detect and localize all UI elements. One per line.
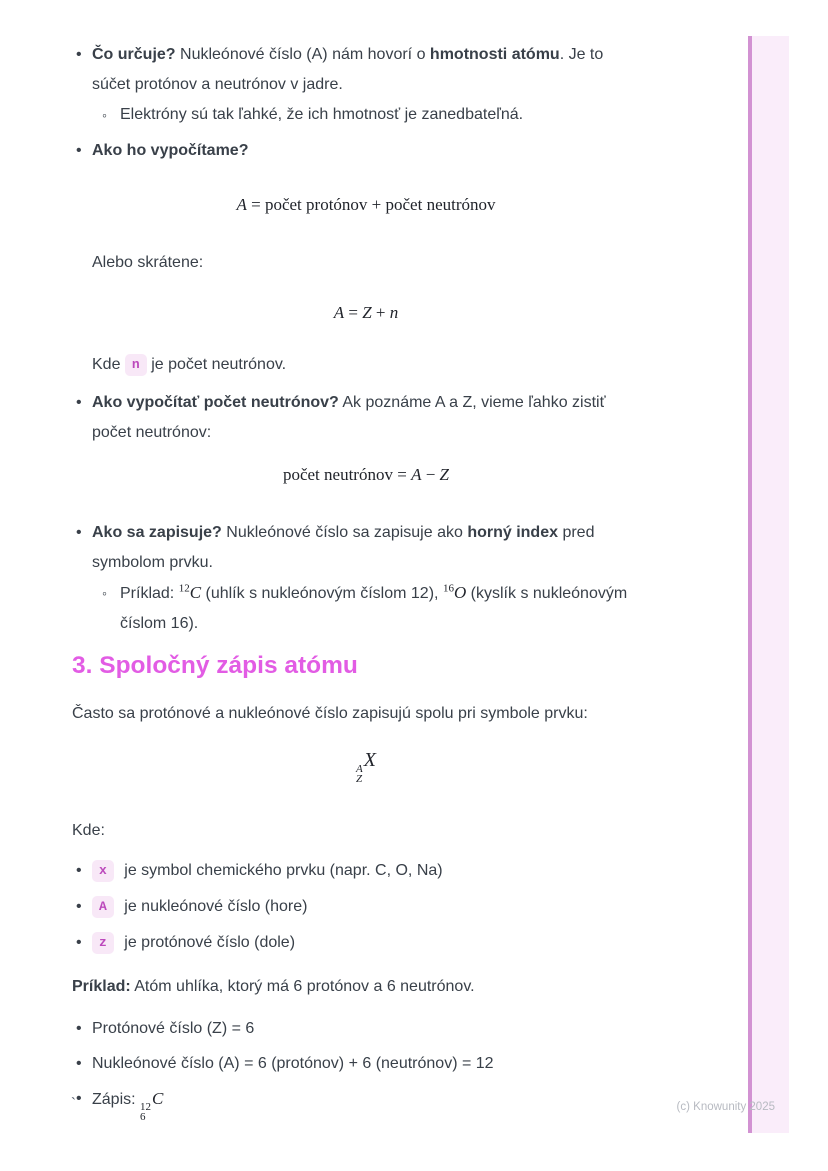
text-run: Kde xyxy=(92,356,121,373)
math-prescripts: A Z xyxy=(356,763,363,785)
sub-bullet-list xyxy=(100,100,644,130)
text-run: Nukleónové číslo (A) nám hovorí o xyxy=(180,46,426,63)
text-run: pred symbolom prvku. xyxy=(92,524,595,571)
text-run: je nukleónové číslo (hore) xyxy=(124,898,308,915)
isotope-notation-c12-6: 12 6 C xyxy=(140,1089,164,1123)
isotope-notation-o16: $^{16}$O xyxy=(442,582,467,602)
legend-item-z xyxy=(72,928,644,958)
symbol-legend-list xyxy=(72,856,756,958)
math-var: Z xyxy=(439,465,450,484)
bold-run: horný index xyxy=(467,524,558,541)
code-badge-x: x xyxy=(92,860,114,882)
list-subitem-priklad-izotopy xyxy=(100,578,644,639)
neutron-bullet-list xyxy=(72,388,756,448)
legend-item-x xyxy=(72,856,644,886)
formula-a-z-n xyxy=(92,300,640,326)
bold-run: Príklad: xyxy=(72,978,131,995)
bold-run: Čo určuje? xyxy=(92,46,176,63)
bold-run: Ako sa zapisuje? xyxy=(92,524,222,541)
list-item-co-urcuje xyxy=(72,40,644,130)
paragraph-kde-n xyxy=(92,350,756,380)
text-run: je počet neutrónov. xyxy=(151,356,287,373)
text-run: Zápis: xyxy=(92,1091,136,1108)
page-margin-highlight-bar xyxy=(748,36,789,1133)
paragraph-priklad xyxy=(72,972,756,1002)
text-run: Nukleónové číslo sa zapisuje ako xyxy=(226,524,463,541)
section-heading: 3. Spoločný zápis atómu xyxy=(72,652,358,679)
math-text: počet protónov + počet neutrónov xyxy=(264,195,496,214)
text-run: je protónové číslo (dole) xyxy=(124,934,296,951)
math-var: A xyxy=(411,465,422,484)
paragraph-alebo-skratene: Alebo skrátene: xyxy=(92,254,204,271)
math-text: počet neutrónov xyxy=(282,465,393,484)
example-bullet-list xyxy=(72,1014,756,1122)
list-item-zapis xyxy=(72,1084,644,1122)
list-item-nukleonove: • Nukleónové číslo (A) = 6 (protónov) + 6 (neutrónov) = 12 xyxy=(72,1049,644,1079)
formula-neutron-count xyxy=(92,462,640,488)
text-run: Príklad: xyxy=(120,585,175,602)
bold-run: hmotnosti atómu xyxy=(429,46,560,63)
text-run: (kyslík s nukleónovým číslom 16). xyxy=(120,585,628,632)
math-operator: = xyxy=(251,195,261,214)
math-element-symbol: X xyxy=(363,749,376,771)
text-run: Elektróny sú tak ľahké, že ich hmotnosť je zanedbateľná. xyxy=(120,106,524,123)
text-run: je symbol chemického prvku (napr. C, O, Na) xyxy=(124,862,443,879)
math-var: Z xyxy=(362,303,372,322)
math-var: A xyxy=(236,195,247,214)
bold-run: Ako vypočítať počet neutrónov? xyxy=(92,394,339,411)
list-item-ako-vypocitame xyxy=(72,136,644,166)
legend-item-a xyxy=(72,892,644,922)
formula-nucleon-number-full xyxy=(92,192,640,218)
paragraph-casto: Často sa protónové a nukleónové číslo zapisujú spolu pri symbole prvku: xyxy=(72,705,588,722)
text-run: . Je to súčet protónov a neutrónov v jadre. xyxy=(92,46,604,93)
math-operator: = xyxy=(397,465,407,484)
top-bullet-list xyxy=(72,40,756,166)
list-item-ako-sa-zapisuje xyxy=(72,518,644,639)
math-operator: = xyxy=(348,303,358,322)
math-operator: + xyxy=(375,303,386,322)
text-run: Ak poznáme A a Z, vieme ľahko zistiť počet neutrónov: xyxy=(92,394,606,441)
math-operator: − xyxy=(425,465,436,484)
list-subitem-elektrony xyxy=(100,100,644,130)
list-item-protonove: • Protónové číslo (Z) = 6 xyxy=(72,1014,644,1044)
isotope-notation-c12: $^{12}$C xyxy=(178,582,202,602)
math-var: n xyxy=(389,303,399,322)
code-badge-z: z xyxy=(92,932,114,954)
zapisuje-bullet-list xyxy=(72,518,756,639)
code-badge-n: n xyxy=(125,354,147,376)
math-prescripts: 12 6 xyxy=(140,1101,152,1123)
text-run: (uhlík s nukleónovým číslom 12), xyxy=(205,585,439,602)
sub-bullet-list xyxy=(100,578,644,639)
formula-azx-notation xyxy=(92,747,640,784)
paragraph-kde: Kde: xyxy=(72,822,105,839)
list-item-ako-vypocitat-neutrony xyxy=(72,388,644,448)
copyright-notice: (c) Knowunity 2025 xyxy=(676,1101,775,1113)
code-badge-a: A xyxy=(92,896,114,918)
math-var: A xyxy=(333,303,345,322)
bold-run: Ako ho vypočítame? xyxy=(92,142,249,159)
stray-backtick-character: ` xyxy=(71,1095,76,1112)
text-run: Atóm uhlíka, ktorý má 6 protónov a 6 neutrónov. xyxy=(134,978,475,995)
